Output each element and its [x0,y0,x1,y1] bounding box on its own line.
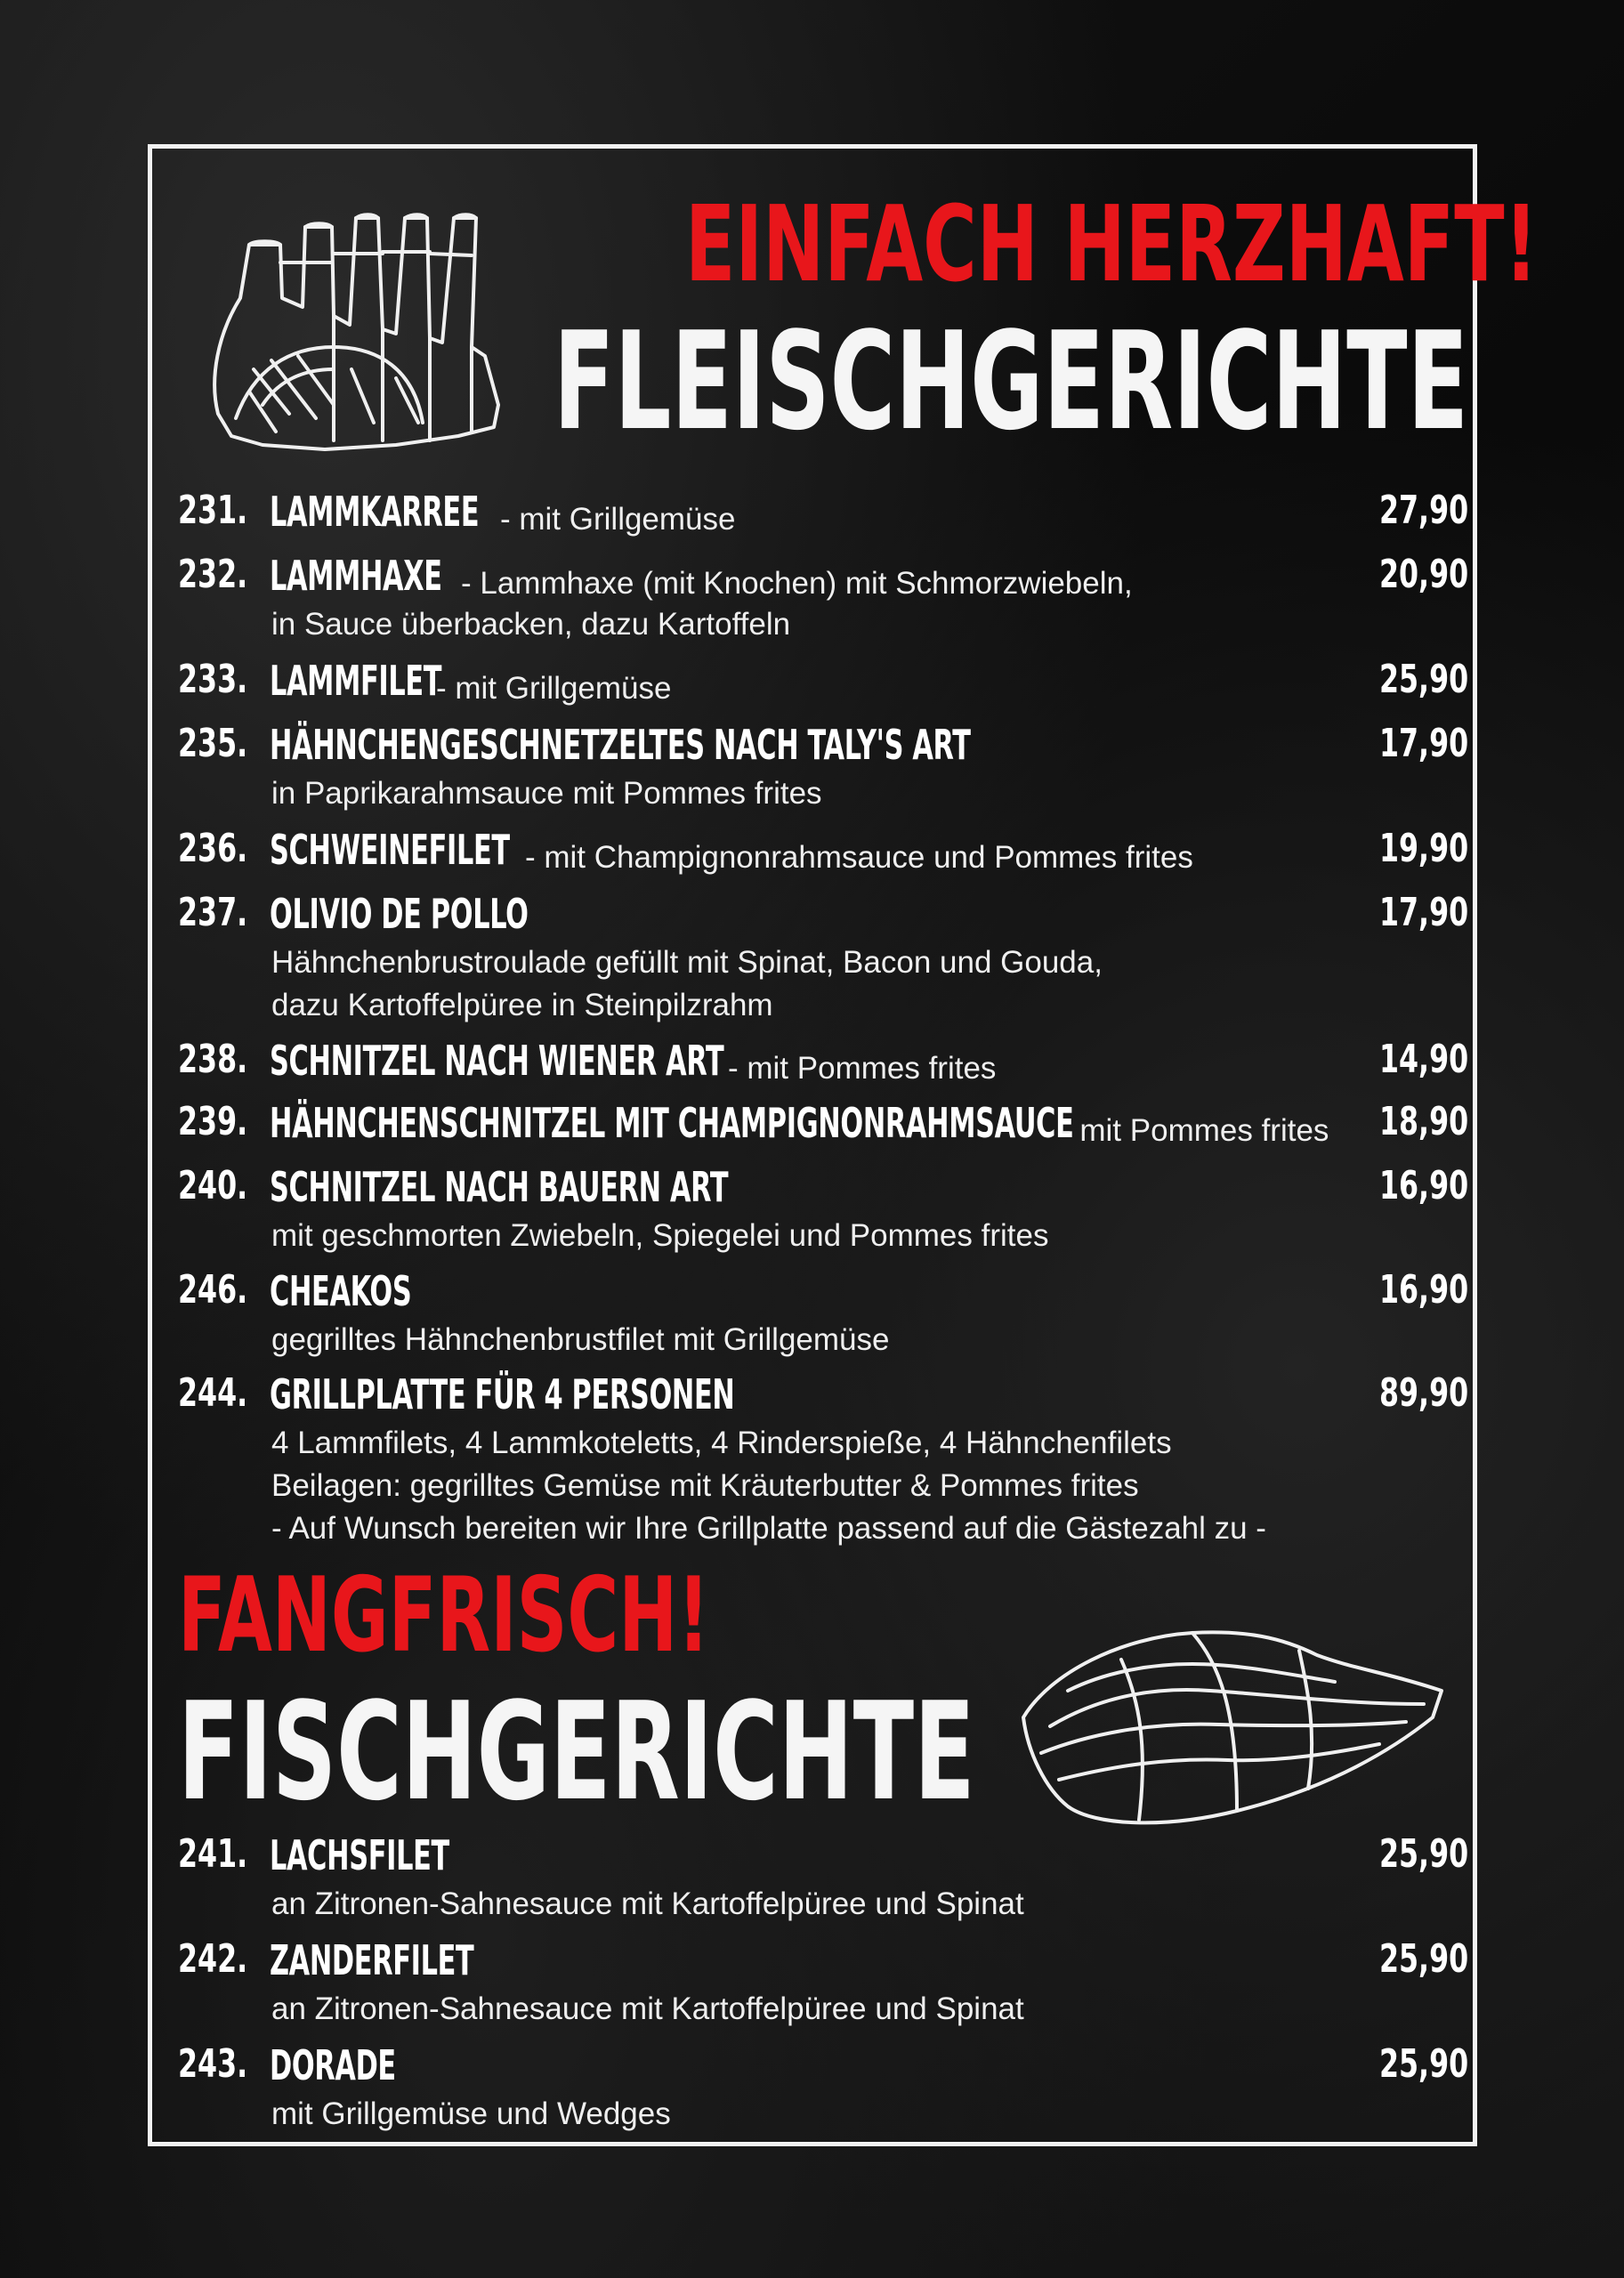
item-description: mit Grillgemüse und Wedges [271,2096,671,2131]
fish-title: FISCHGERICHTE [178,1673,975,1830]
item-description: an Zitronen-Sahnesauce mit Kartoffelpüree und Spinat [271,1886,1024,1921]
item-name: LAMMHAXE [270,552,442,600]
item-price: 25,90 [1378,2041,1468,2087]
item-inline-description: - mit Grillgemüse [500,502,736,537]
item-number: 235. [178,721,248,766]
item-name: LACHSFILET [270,1831,449,1879]
item-inline-description: - mit Pommes frites [1061,1113,1329,1148]
item-number: 246. [178,1267,248,1313]
item-number: 232. [178,552,248,597]
item-description: mit geschmorten Zwiebeln, Spiegelei und Pommes frites [271,1218,1049,1253]
item-name: HÄHNCHENGESCHNETZELTES NACH TALY'S ART [270,721,971,769]
item-number: 236. [178,826,248,871]
item-price: 25,90 [1378,1936,1468,1982]
item-description: Hähnchenbrustroulade gefüllt mit Spinat, Bacon und Gouda, [271,945,1103,980]
item-price: 16,90 [1378,1163,1468,1208]
item-price: 89,90 [1378,1370,1468,1416]
item-description: in Sauce überbacken, dazu Kartoffeln [271,607,791,642]
item-price: 18,90 [1378,1099,1468,1144]
item-name: OLIVIO DE POLLO [270,890,529,938]
salmon-fillet-icon [1014,1620,1450,1833]
item-inline-description: - mit Grillgemüse [436,671,672,706]
item-price: 19,90 [1378,826,1468,871]
item-description: dazu Kartoffelpüree in Steinpilzrahm [271,988,773,1022]
item-name: SCHNITZEL NACH BAUERN ART [270,1163,729,1211]
meat-tagline: EINFACH HERZHAFT! [685,182,1539,305]
item-name: ZANDERFILET [270,1936,474,1984]
fish-tagline: FANGFRISCH! [178,1555,710,1676]
item-price: 20,90 [1378,552,1468,597]
item-number: 240. [178,1163,248,1208]
item-inline-description: - Lammhaxe (mit Knochen) mit Schmorzwiebeln, [461,566,1133,601]
meat-title: FLEISCHGERICHTE [553,303,1469,460]
item-number: 244. [178,1370,248,1416]
item-description: an Zitronen-Sahnesauce mit Kartoffelpüree und Spinat [271,1991,1024,2026]
item-price: 17,90 [1378,721,1468,766]
item-number: 243. [178,2041,248,2087]
item-number: 241. [178,1831,248,1877]
item-price: 14,90 [1378,1037,1468,1082]
item-number: 239. [178,1099,248,1144]
item-price: 25,90 [1378,1831,1468,1877]
item-number: 233. [178,657,248,702]
item-price: 25,90 [1378,657,1468,702]
item-number: 231. [178,488,248,533]
item-description: in Paprikarahmsauce mit Pommes frites [271,776,822,811]
item-description: - Auf Wunsch bereiten wir Ihre Grillplatte passend auf die Gästezahl zu - [271,1511,1266,1546]
item-inline-description: - mit Pommes frites [728,1051,997,1086]
item-number: 238. [178,1037,248,1082]
item-inline-description: - mit Champignonrahmsauce und Pommes frites [525,840,1193,875]
item-price: 16,90 [1378,1267,1468,1313]
item-name: DORADE [270,2041,396,2089]
item-description: 4 Lammfilets, 4 Lammkoteletts, 4 Rinderspieße, 4 Hähnchenfilets [271,1426,1172,1460]
item-description: Beilagen: gegrilltes Gemüse mit Kräuterbutter & Pommes frites [271,1468,1139,1503]
item-name: CHEAKOS [270,1267,412,1315]
item-description: gegrilltes Hähnchenbrustfilet mit Grillgemüse [271,1322,890,1357]
item-name: HÄHNCHENSCHNITZEL MIT CHAMPIGNONRAHMSAUCE [270,1099,1074,1147]
item-price: 17,90 [1378,890,1468,935]
item-name: SCHWEINEFILET [270,826,510,874]
item-number: 237. [178,890,248,935]
item-name: LAMMKARREE [270,488,480,536]
item-price: 27,90 [1378,488,1468,533]
item-name: SCHNITZEL NACH WIENER ART [270,1037,724,1085]
item-name: LAMMFILET [270,657,442,705]
item-number: 242. [178,1936,248,1982]
item-name: GRILLPLATTE FÜR 4 PERSONEN [270,1370,735,1418]
lamb-rack-icon [200,191,521,458]
